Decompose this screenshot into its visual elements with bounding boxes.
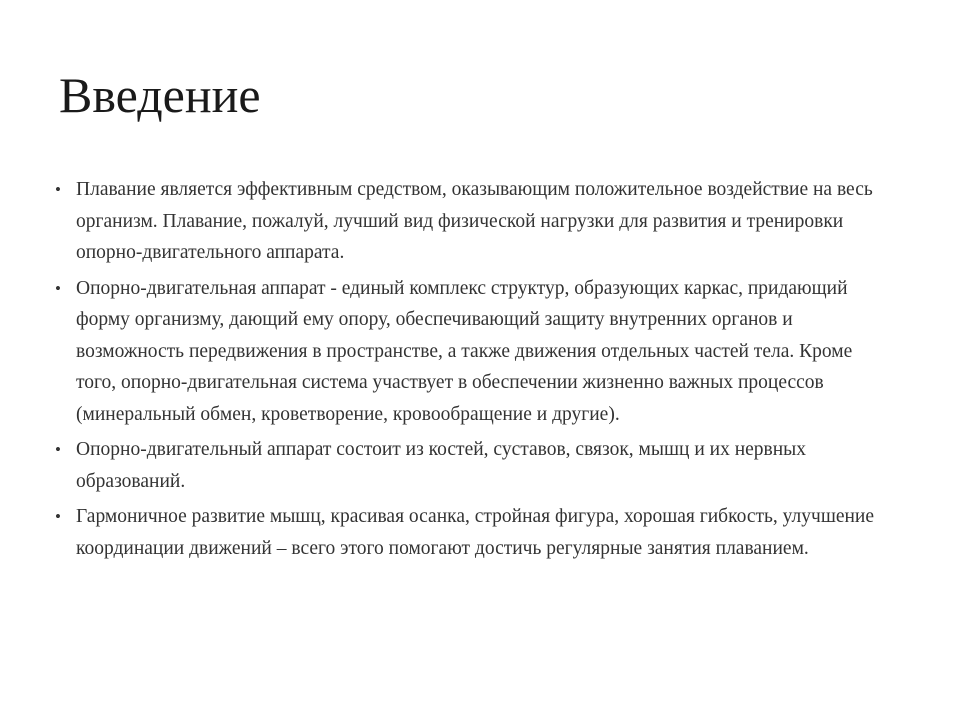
bullet-item [52,501,897,564]
bullet-list [52,174,897,568]
bullet-icon: • [55,180,61,199]
bullet-text: Плавание является эффективным средством, оказывающим положительное воздействие на весь организм. Плавание, пожалуй, лучший вид физической нагрузки для развития и тренировки опорно-двигательного аппарата. [76,179,873,263]
bullet-icon: • [55,507,61,526]
bullet-text: Опорно-двигательная аппарат - единый комплекс структур, образующих каркас, придающий форму организму, дающий ему опору, обеспечивающий защиту внутренних органов и возможность передвижения в пространстве, а также движения отдельных частей тела. Кроме того, опорно-двигательная система участвует в обеспечении жизненно важных процессов (минеральный обмен, кроветворение, кровообращение и другие). [76,277,853,425]
bullet-item [52,434,897,497]
bullet-text: Гармоничное развитие мышц, красивая осанка, стройная фигура, хорошая гибкость, улучшение координации движений – всего этого помогают достичь регулярные занятия плаванием. [76,506,875,559]
bullet-item [52,273,897,431]
bullet-text: Опорно-двигательный аппарат состоит из костей, суставов, связок, мышц и их нервных образований. [76,439,807,492]
bullet-item [52,174,897,269]
bullet-icon: • [55,278,61,298]
bullet-icon: • [55,440,61,459]
slide-title: Введение [59,67,261,123]
